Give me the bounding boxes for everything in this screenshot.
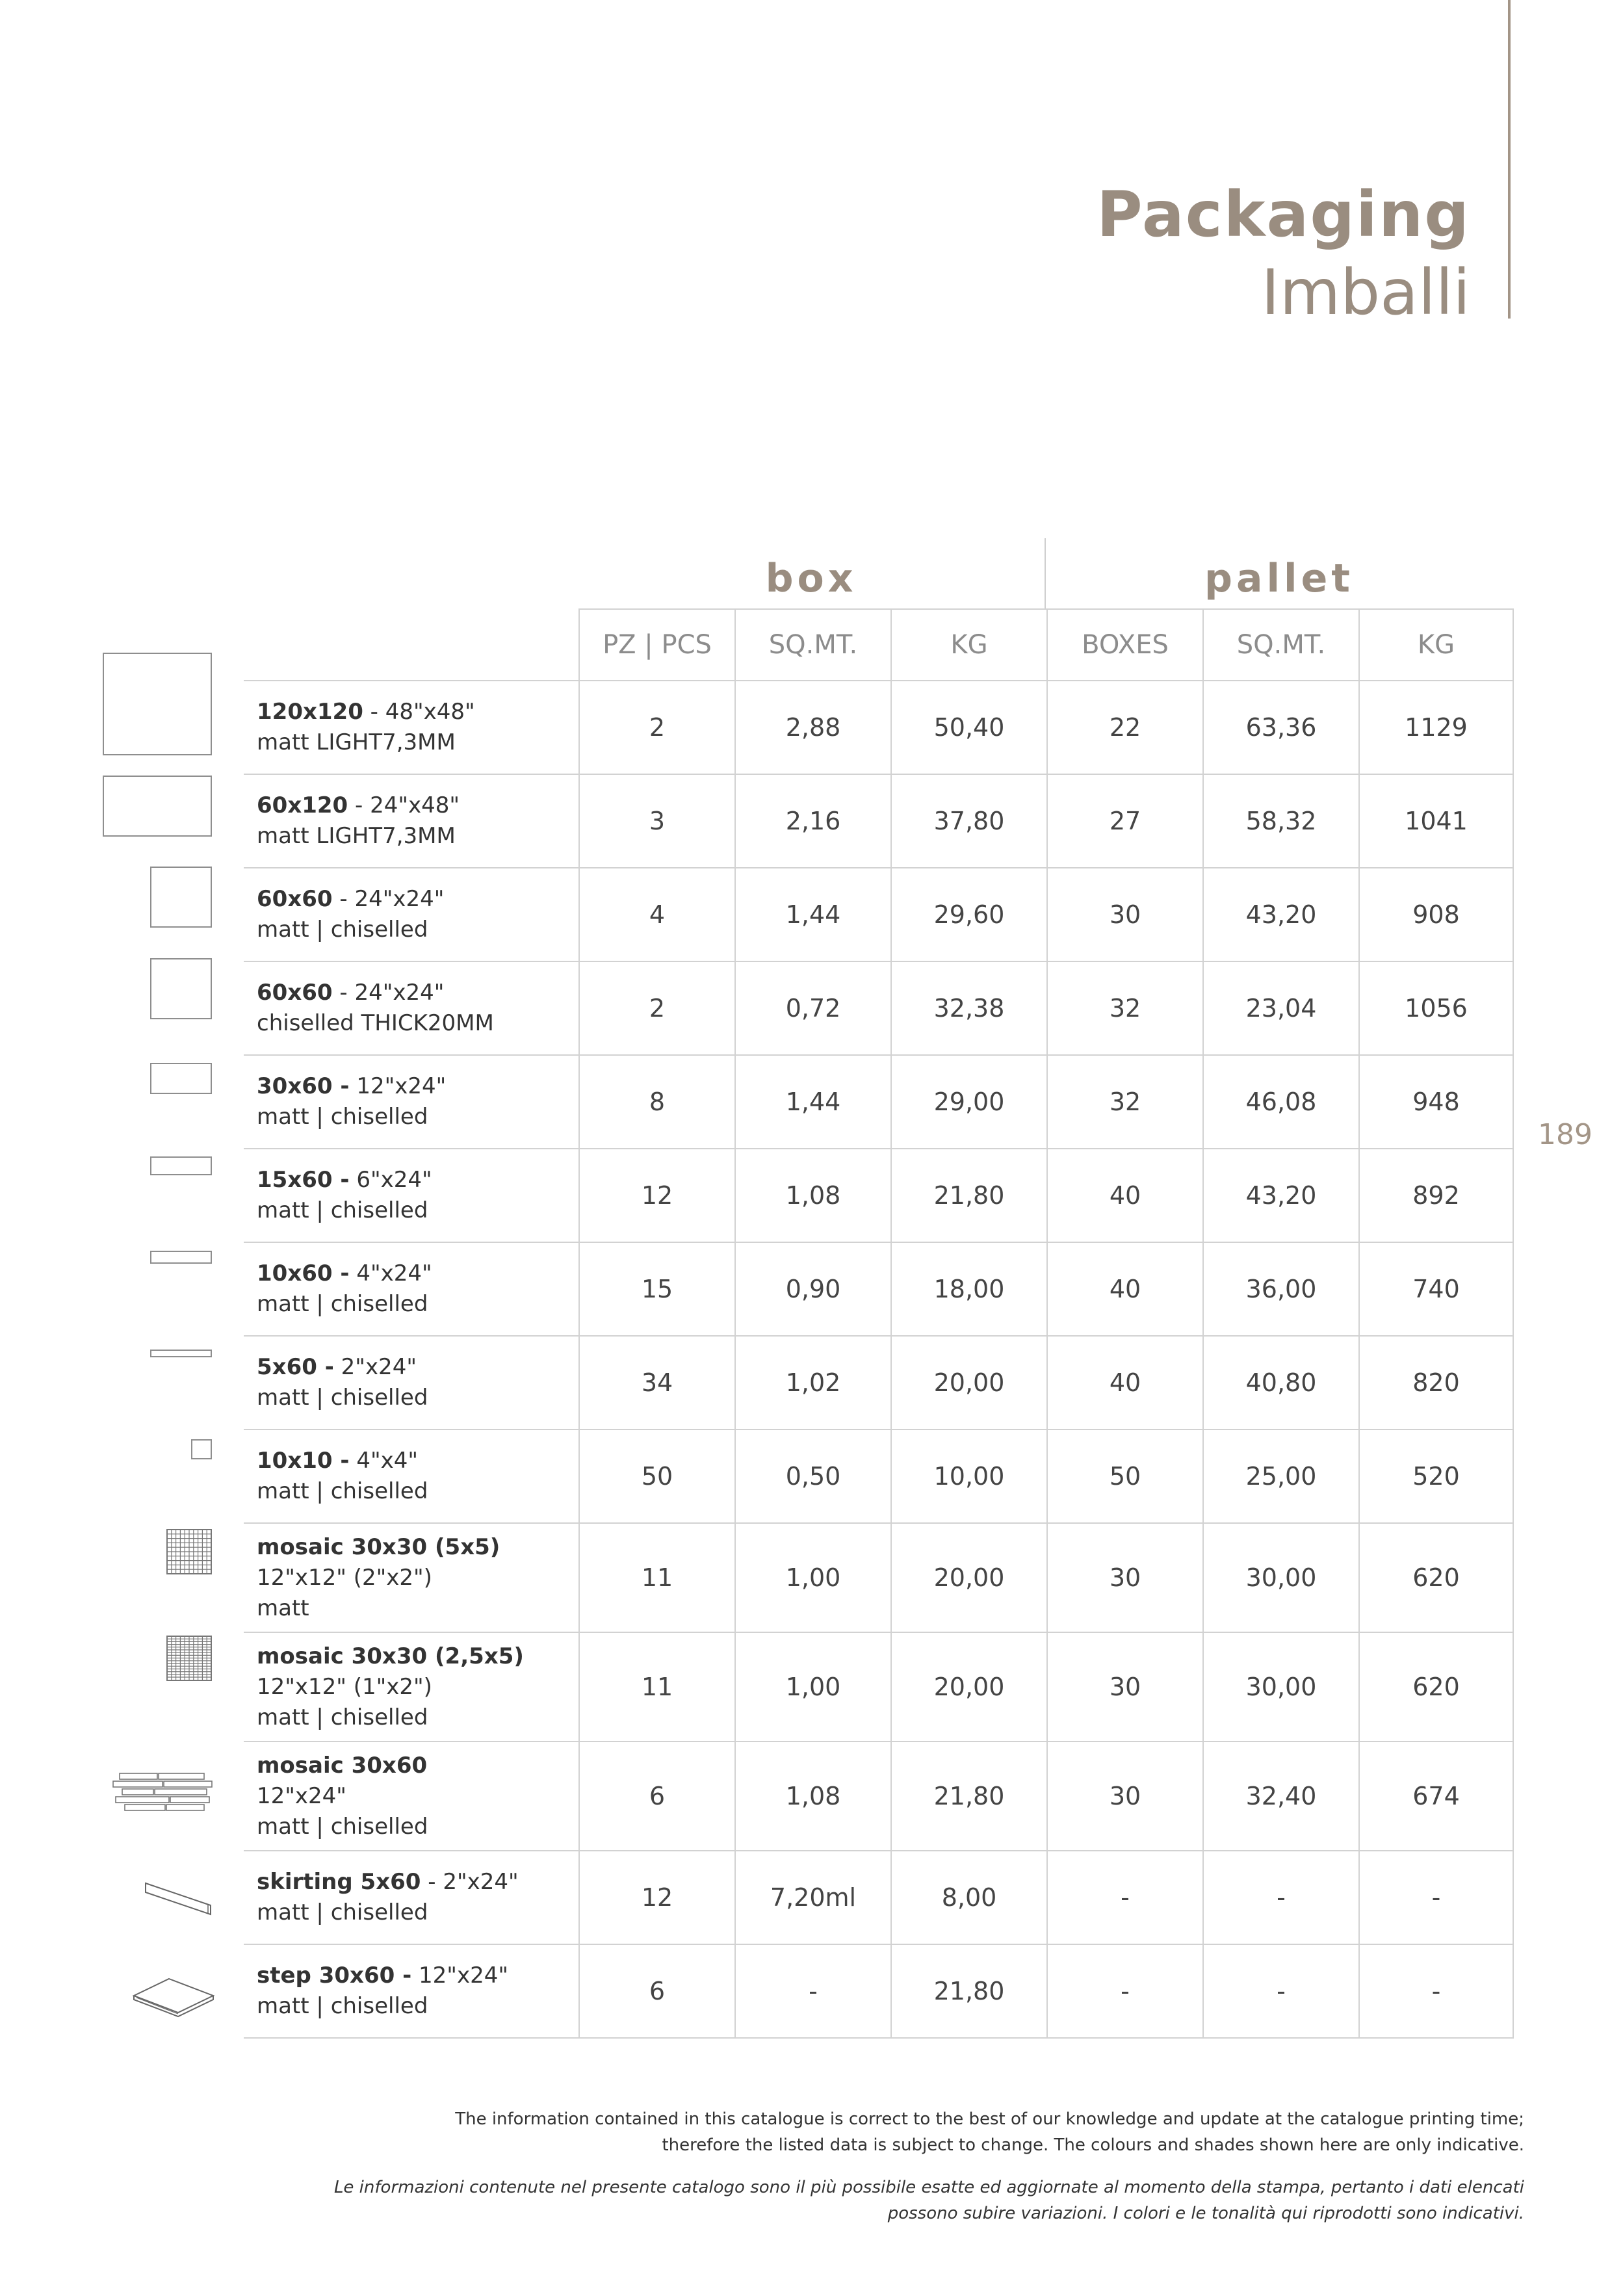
product-cell	[244, 1336, 579, 1429]
cell-pallet-kg: 1041	[1359, 774, 1513, 868]
cell-pcs: 4	[579, 868, 735, 961]
cell-pallet-sqmt: 43,20	[1203, 1149, 1359, 1242]
disclaimer-english	[455, 2106, 1524, 2158]
product-finish: matt | chiselled	[257, 1993, 428, 2019]
tile-60x60-thick-icon	[150, 958, 212, 1019]
skirting-icon	[143, 1881, 214, 1917]
cell-boxes: 27	[1047, 774, 1203, 868]
product-finish: matt | chiselled	[257, 1104, 428, 1130]
product-finish: matt | chiselled	[257, 1813, 428, 1840]
product-finish: matt | chiselled	[257, 1197, 428, 1223]
product-name: 120x120	[257, 699, 363, 725]
product-name: 5x60 -	[257, 1354, 334, 1380]
table-row	[244, 1055, 1513, 1149]
step-icon	[130, 1976, 216, 2019]
table-row	[244, 1242, 1513, 1336]
cell-pallet-kg: 520	[1359, 1429, 1513, 1523]
cell-box-kg: 32,38	[891, 961, 1047, 1055]
product-size: 4"x24"	[349, 1260, 432, 1286]
cell-pcs: 50	[579, 1429, 735, 1523]
tile-10x10-icon	[191, 1439, 212, 1459]
product-finish: matt | chiselled	[257, 1385, 428, 1411]
cell-pallet-kg: 1056	[1359, 961, 1513, 1055]
cell-box-kg: 29,60	[891, 868, 1047, 961]
product-size: 12"x24"	[411, 1963, 508, 1989]
product-name: 60x60	[257, 886, 333, 912]
table-row	[244, 1149, 1513, 1242]
product-size: 12"x24"	[349, 1073, 447, 1099]
page-title	[1097, 176, 1470, 332]
cell-pallet-sqmt: 32,40	[1203, 1742, 1359, 1851]
product-size: 2"x24"	[333, 1354, 417, 1380]
cell-boxes: -	[1047, 1944, 1203, 2038]
table-row	[244, 1632, 1513, 1742]
table-row	[244, 1742, 1513, 1851]
cell-pallet-kg: 674	[1359, 1742, 1513, 1851]
product-finish: matt | chiselled	[257, 1899, 428, 1925]
cell-pcs: 12	[579, 1851, 735, 1944]
mosaic-30x60-icon	[112, 1772, 213, 1818]
product-finish: matt | chiselled	[257, 1478, 428, 1504]
product-cell	[244, 1742, 579, 1851]
table-row	[244, 774, 1513, 868]
disclaimer-italian-line1: Le informazioni contenute nel presente catalogo sono il più possibile esatte ed aggiornate al momento della stampa, pertanto i dati elencati	[333, 2178, 1524, 2197]
cell-pcs: 12	[579, 1149, 735, 1242]
table-header-row	[244, 609, 1513, 681]
cell-box-sqmt: 1,44	[735, 868, 891, 961]
cell-boxes: 30	[1047, 1523, 1203, 1632]
product-size: 4"x4"	[349, 1448, 418, 1474]
header-blank-cell	[244, 609, 579, 681]
cell-box-sqmt: 1,44	[735, 1055, 891, 1149]
cell-boxes: 30	[1047, 1632, 1203, 1742]
cell-pcs: 15	[579, 1242, 735, 1336]
cell-box-sqmt: 1,00	[735, 1632, 891, 1742]
header-divider-line	[1508, 0, 1511, 319]
cell-boxes: 40	[1047, 1242, 1203, 1336]
cell-pcs: 2	[579, 961, 735, 1055]
cell-pallet-sqmt: 43,20	[1203, 868, 1359, 961]
product-size: 6"x24"	[349, 1167, 432, 1193]
cell-box-kg: 37,80	[891, 774, 1047, 868]
cell-pallet-sqmt: 58,32	[1203, 774, 1359, 868]
table-row	[244, 1429, 1513, 1523]
col-boxes: BOXES	[1047, 609, 1203, 681]
cell-box-kg: 29,00	[891, 1055, 1047, 1149]
cell-box-kg: 8,00	[891, 1851, 1047, 1944]
cell-box-kg: 50,40	[891, 681, 1047, 774]
cell-box-sqmt: 1,00	[735, 1523, 891, 1632]
cell-boxes: -	[1047, 1851, 1203, 1944]
cell-boxes: 30	[1047, 868, 1203, 961]
product-cell	[244, 1149, 579, 1242]
col-pallet-sqmt: SQ.MT.	[1203, 609, 1359, 681]
product-size: 12"x12" (1"x2")	[257, 1673, 432, 1700]
product-cell	[244, 1851, 579, 1944]
cell-box-kg: 21,80	[891, 1149, 1047, 1242]
cell-pcs: 3	[579, 774, 735, 868]
cell-box-sqmt: 0,90	[735, 1242, 891, 1336]
tile-10x60-icon	[150, 1251, 212, 1264]
cell-box-sqmt: 0,50	[735, 1429, 891, 1523]
cell-pallet-kg: -	[1359, 1944, 1513, 2038]
col-box-kg: KG	[891, 609, 1047, 681]
product-cell	[244, 1242, 579, 1336]
cell-pallet-kg: 820	[1359, 1336, 1513, 1429]
group-header-pallet: pallet	[1204, 556, 1354, 601]
cell-pcs: 6	[579, 1742, 735, 1851]
product-name: mosaic 30x30 (2,5x5)	[257, 1643, 524, 1669]
product-finish: matt | chiselled	[257, 1291, 428, 1317]
disclaimer-english-line1: The information contained in this catalogue is correct to the best of our knowledge and update at the catalogue printing time;	[455, 2109, 1524, 2129]
cell-pallet-kg: 620	[1359, 1523, 1513, 1632]
cell-boxes: 40	[1047, 1149, 1203, 1242]
product-finish: matt LIGHT7,3MM	[257, 823, 456, 849]
cell-boxes: 32	[1047, 961, 1203, 1055]
product-size: 12"x24"	[257, 1782, 346, 1809]
product-name: 10x10 -	[257, 1448, 350, 1474]
table-row	[244, 1336, 1513, 1429]
disclaimer-italian-line2: possono subire variazioni. I colori e le tonalità qui riprodotti sono indicativi.	[887, 2204, 1524, 2223]
cell-boxes: 22	[1047, 681, 1203, 774]
product-cell	[244, 1429, 579, 1523]
cell-box-kg: 20,00	[891, 1336, 1047, 1429]
product-finish: matt LIGHT7,3MM	[257, 729, 456, 755]
product-size: - 24"x24"	[332, 886, 445, 912]
cell-box-kg: 20,00	[891, 1523, 1047, 1632]
tile-5x60-icon	[150, 1350, 212, 1357]
col-pallet-kg: KG	[1359, 609, 1513, 681]
col-pcs: PZ | PCS	[579, 609, 735, 681]
packaging-table	[244, 608, 1514, 2039]
cell-boxes: 50	[1047, 1429, 1203, 1523]
tile-120x120-icon	[103, 653, 212, 755]
product-cell	[244, 1944, 579, 2038]
page-number: 189	[1538, 1118, 1592, 1151]
cell-box-kg: 18,00	[891, 1242, 1047, 1336]
table-row	[244, 1851, 1513, 1944]
product-cell	[244, 1055, 579, 1149]
cell-box-sqmt: 7,20ml	[735, 1851, 891, 1944]
table-row	[244, 681, 1513, 774]
cell-box-kg: 10,00	[891, 1429, 1047, 1523]
cell-box-sqmt: 2,88	[735, 681, 891, 774]
cell-pcs: 8	[579, 1055, 735, 1149]
table-row	[244, 868, 1513, 961]
cell-pallet-kg: 620	[1359, 1632, 1513, 1742]
cell-pallet-sqmt: 40,80	[1203, 1336, 1359, 1429]
product-finish: chiselled THICK20MM	[257, 1010, 494, 1036]
product-name: mosaic 30x30 (5x5)	[257, 1533, 500, 1560]
table-row	[244, 1944, 1513, 2038]
tile-15x60-icon	[150, 1156, 212, 1175]
product-size: 12"x12" (2"x2")	[257, 1564, 432, 1591]
title-italian: Imballi	[1261, 256, 1470, 329]
tile-60x60-icon	[150, 867, 212, 928]
cell-pallet-sqmt: -	[1203, 1851, 1359, 1944]
tile-30x60-icon	[150, 1063, 212, 1094]
product-finish: matt | chiselled	[257, 1704, 428, 1730]
cell-box-sqmt: 1,02	[735, 1336, 891, 1429]
cell-box-sqmt: -	[735, 1944, 891, 2038]
title-english: Packaging	[1097, 178, 1470, 251]
cell-box-kg: 21,80	[891, 1742, 1047, 1851]
table-row	[244, 1523, 1513, 1632]
cell-box-sqmt: 2,16	[735, 774, 891, 868]
cell-pallet-sqmt: 30,00	[1203, 1632, 1359, 1742]
product-finish: matt | chiselled	[257, 917, 428, 943]
cell-pallet-sqmt: -	[1203, 1944, 1359, 2038]
cell-pallet-sqmt: 46,08	[1203, 1055, 1359, 1149]
cell-box-sqmt: 1,08	[735, 1149, 891, 1242]
cell-pallet-kg: 908	[1359, 868, 1513, 961]
cell-pallet-kg: 948	[1359, 1055, 1513, 1149]
mosaic-2-5x5-icon	[166, 1636, 212, 1681]
cell-pallet-kg: 1129	[1359, 681, 1513, 774]
col-box-sqmt: SQ.MT.	[735, 609, 891, 681]
cell-pallet-sqmt: 25,00	[1203, 1429, 1359, 1523]
product-cell	[244, 681, 579, 774]
product-cell	[244, 1523, 579, 1632]
cell-pallet-sqmt: 63,36	[1203, 681, 1359, 774]
cell-pallet-kg: -	[1359, 1851, 1513, 1944]
group-header-box: box	[765, 556, 857, 601]
product-cell	[244, 774, 579, 868]
cell-pallet-sqmt: 23,04	[1203, 961, 1359, 1055]
disclaimer-italian	[334, 2174, 1524, 2226]
product-name: mosaic 30x60	[257, 1752, 428, 1779]
cell-boxes: 40	[1047, 1336, 1203, 1429]
product-name: 15x60 -	[257, 1167, 350, 1193]
cell-pcs: 2	[579, 681, 735, 774]
product-name: skirting 5x60	[257, 1869, 421, 1895]
product-name: 30x60 -	[257, 1073, 350, 1099]
cell-pcs: 34	[579, 1336, 735, 1429]
cell-pallet-sqmt: 30,00	[1203, 1523, 1359, 1632]
product-size: - 24"x48"	[348, 792, 460, 818]
product-name: 10x60 -	[257, 1260, 350, 1286]
cell-box-kg: 20,00	[891, 1632, 1047, 1742]
product-size: - 48"x48"	[363, 699, 475, 725]
mosaic-5x5-icon	[166, 1529, 212, 1574]
product-cell	[244, 961, 579, 1055]
cell-pcs: 11	[579, 1523, 735, 1632]
product-name: 60x120	[257, 792, 348, 818]
cell-boxes: 30	[1047, 1742, 1203, 1851]
product-name: 60x60	[257, 980, 333, 1006]
cell-box-sqmt: 1,08	[735, 1742, 891, 1851]
cell-pallet-kg: 740	[1359, 1242, 1513, 1336]
tile-60x120-icon	[103, 776, 212, 837]
product-cell	[244, 868, 579, 961]
table-row	[244, 961, 1513, 1055]
product-name: step 30x60 -	[257, 1963, 412, 1989]
product-finish: matt	[257, 1595, 309, 1621]
product-cell	[244, 1632, 579, 1742]
product-size: - 2"x24"	[421, 1869, 519, 1895]
cell-pallet-kg: 892	[1359, 1149, 1513, 1242]
cell-pcs: 6	[579, 1944, 735, 2038]
cell-box-sqmt: 0,72	[735, 961, 891, 1055]
cell-box-kg: 21,80	[891, 1944, 1047, 2038]
cell-pcs: 11	[579, 1632, 735, 1742]
cell-pallet-sqmt: 36,00	[1203, 1242, 1359, 1336]
cell-boxes: 32	[1047, 1055, 1203, 1149]
disclaimer-english-line2: therefore the listed data is subject to change. The colours and shades shown here are only indicative.	[662, 2135, 1524, 2155]
product-size: - 24"x24"	[332, 980, 445, 1006]
